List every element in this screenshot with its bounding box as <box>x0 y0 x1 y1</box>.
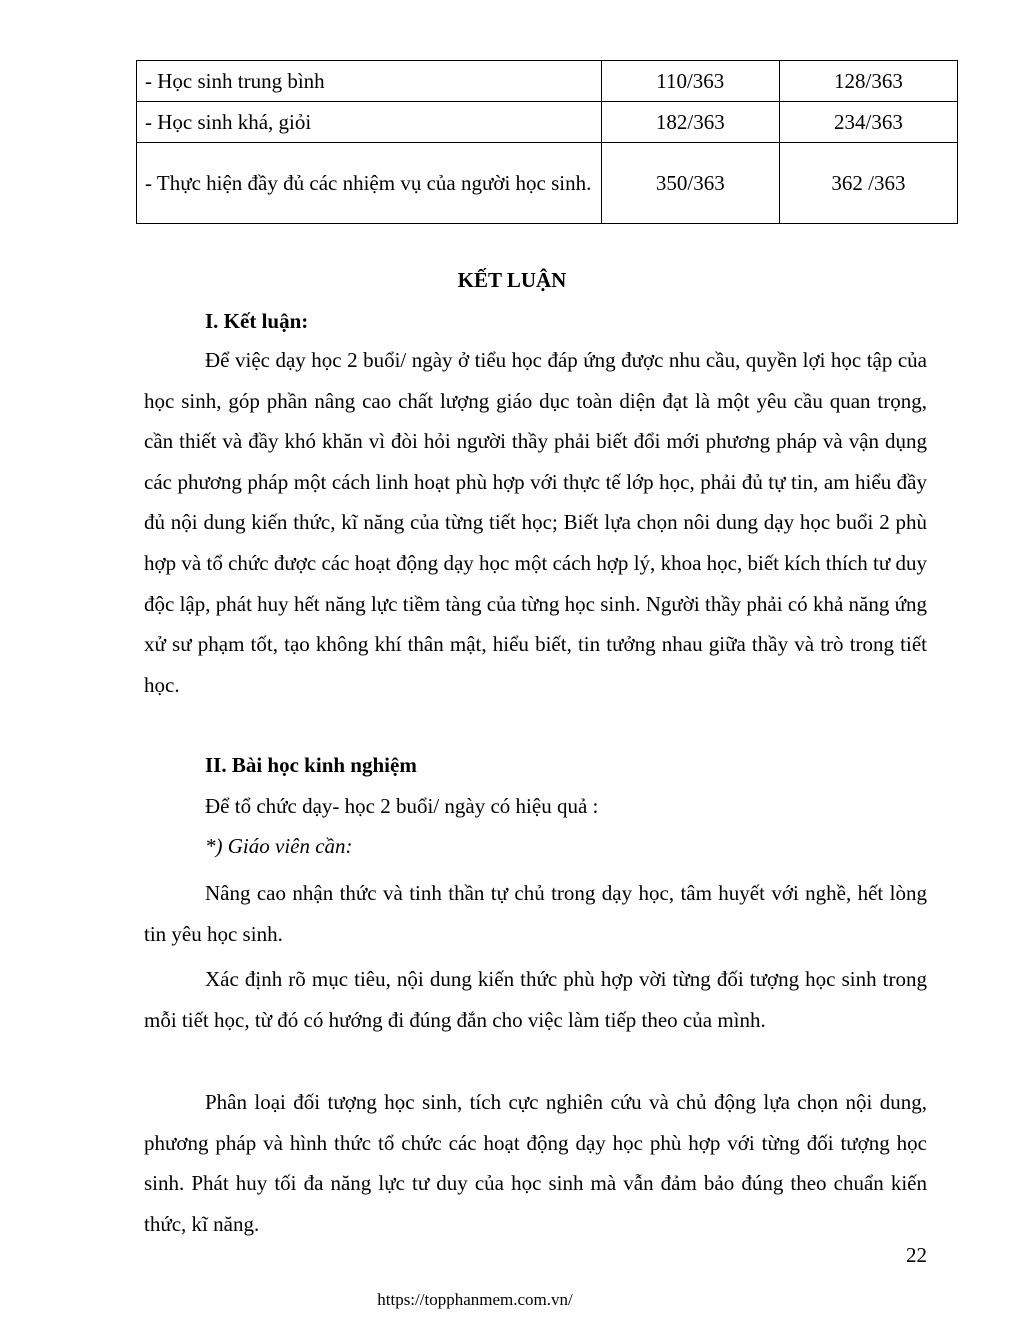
conclusion-paragraph: Để việc dạy học 2 buổi/ ngày ở tiểu học đáp ứng được nhu cầu, quyền lợi học tập của học sinh, góp phần nâng cao chất lượng giáo dục toàn diện đạt là một yêu cầu quan trọng, cần thiết và đầy khó khăn vì đòi hỏi người thầy phải biết đổi mới phương pháp và vận dụng các phương pháp một cách linh hoạt phù hợp với thực tế lớp học, phải đủ tự tin, am hiểu đầy đủ nội dung kiến thức, kĩ năng của từng tiết học; Biết lựa chọn nôi dung dạy học buổi 2 phù hợp và tổ chức được các hoạt động dạy học một cách hợp lý, khoa học, biết kích thích tư duy độc lập, phát huy hết năng lực tiềm tàng của từng học sinh. Người thầy phải có khả năng ứng xử sư phạm tốt, tạo không khí thân mật, hiểu biết, tin tưởng nhau giữa thầy và trò trong tiết học. <box>144 348 927 697</box>
table-cell-after: 234/363 <box>779 102 957 143</box>
table-cell-before: 350/363 <box>601 143 779 224</box>
conclusion-heading: KẾT LUẬN <box>457 268 567 292</box>
table-cell-label: - Học sinh khá, giỏi <box>137 102 602 143</box>
lessons-paragraph: Xác định rõ mục tiêu, nội dung kiến thức phù hợp vời từng đối tượng học sinh trong mỗi tiết học, từ đó có hướng đi đúng đắn cho việc làm tiếp theo của mình. <box>144 967 927 1032</box>
teacher-subheading: *) Giáo viên cần: <box>205 834 353 858</box>
table-cell-after: 128/363 <box>779 61 957 102</box>
table-row <box>137 143 958 224</box>
page-number: 22 <box>906 1243 927 1267</box>
table-row <box>137 61 958 102</box>
lessons-paragraph: Phân loại đối tượng học sinh, tích cực nghiên cứu và chủ động lựa chọn nội dung, phương pháp và hình thức tổ chức các hoạt động dạy học phù hợp với từng đối tượng học sinh. Phát huy tối đa năng lực tư duy của học sinh mà vẫn đảm bảo đúng theo chuẩn kiến thức, kĩ năng. <box>144 1090 927 1236</box>
table-cell-label: - Thực hiện đầy đủ các nhiệm vụ của người học sinh. <box>137 143 602 224</box>
table-row <box>137 102 958 143</box>
section-title-lessons: II. Bài học kinh nghiệm <box>205 753 417 777</box>
table-cell-after: 362 /363 <box>779 143 957 224</box>
table-cell-before: 110/363 <box>601 61 779 102</box>
results-table <box>136 60 958 224</box>
table-cell-before: 182/363 <box>601 102 779 143</box>
section-title-conclusion: I. Kết luận: <box>205 309 309 333</box>
lessons-intro: Để tổ chức dạy- học 2 buổi/ ngày có hiệu quả : <box>205 794 599 818</box>
table-cell-label: - Học sinh trung bình <box>137 61 602 102</box>
lessons-paragraph: Nâng cao nhận thức và tinh thần tự chủ trong dạy học, tâm huyết với nghề, hết lòng tin yêu học sinh. <box>144 881 927 946</box>
footer-url: https://topphanmem.com.vn/ <box>377 1290 573 1309</box>
